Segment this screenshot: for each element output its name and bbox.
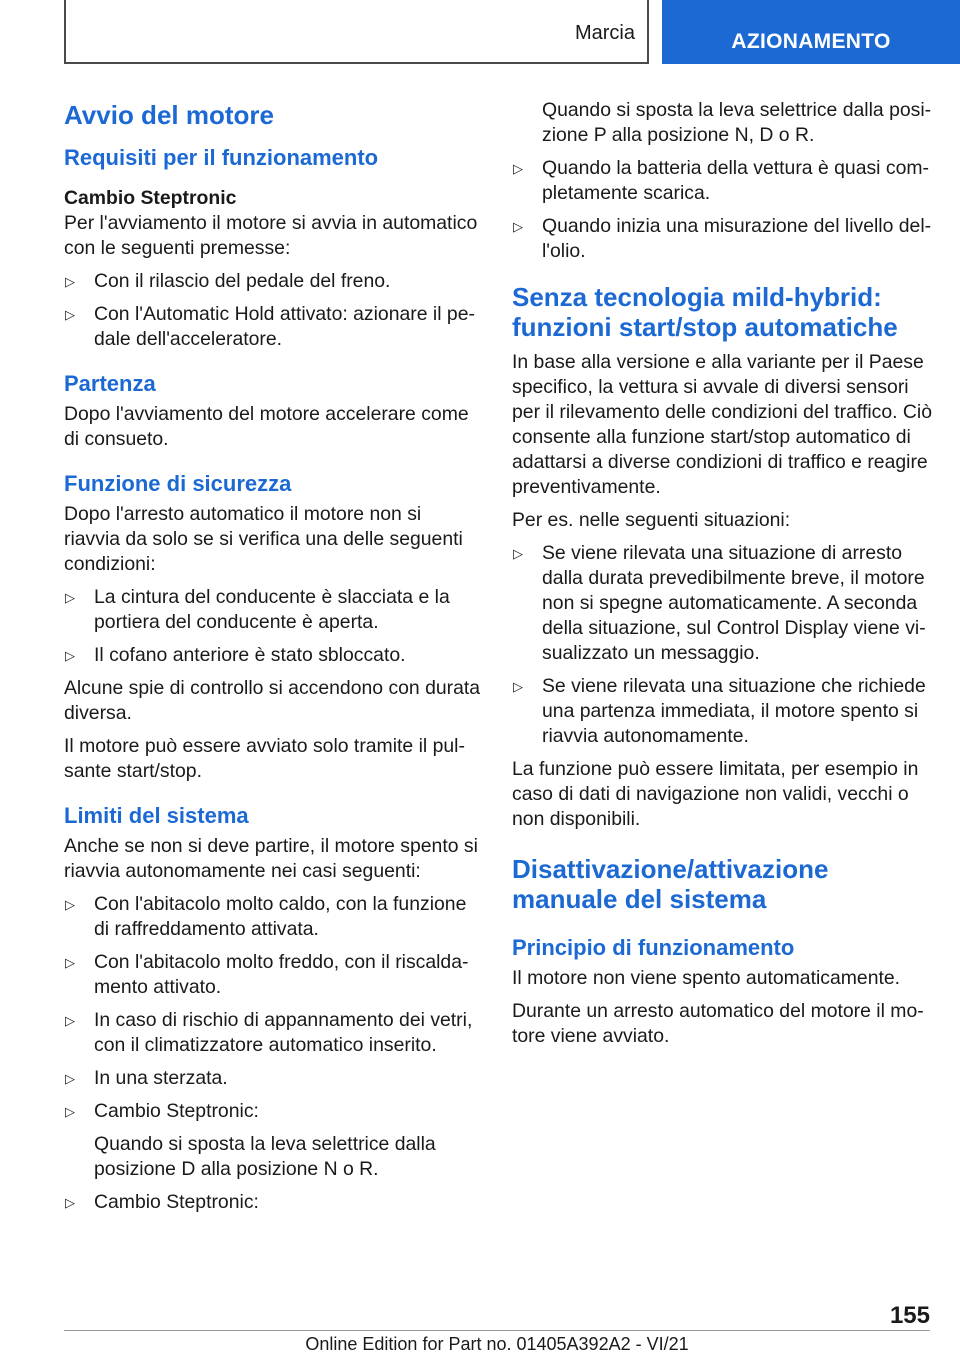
paragraph: Per es. nelle seguenti situazioni: bbox=[512, 509, 791, 531]
list-item: ▷ Il cofano anteriore è stato sbloccato. bbox=[65, 644, 406, 666]
bullet-triangle-icon: ▷ bbox=[65, 590, 75, 605]
list-item: ▷ La cintura del conducente è slacciata e la portiera del conducente è aperta. bbox=[65, 586, 450, 633]
sub-paragraph: Quando si sposta la leva selettrice dalla posizione P alla posizione N, D o R. bbox=[542, 99, 932, 146]
paragraph: Dopo l'arresto automatico il motore non si riavvia da solo se si verifica una delle seguenti condizioni: bbox=[64, 503, 463, 575]
list-item: ▷ Con l'abitacolo molto freddo, con il riscaldamento attivato. bbox=[65, 951, 469, 998]
list-item: ▷ Con il rilascio del pedale del freno. bbox=[65, 270, 391, 292]
bullet-triangle-icon: ▷ bbox=[65, 648, 75, 663]
paragraph: Per l'avviamento il motore si avvia in automatico con le seguenti premesse: bbox=[64, 212, 478, 259]
header-section-title: Marcia bbox=[574, 22, 635, 44]
bullet-triangle-icon: ▷ bbox=[65, 897, 75, 912]
bullet-list bbox=[64, 585, 482, 668]
bullet-list bbox=[512, 156, 932, 264]
list-item: ▷ Con l'abitacolo molto caldo, con la funzione di raffreddamento attivata. bbox=[65, 893, 467, 940]
section-heading-sicurezza: Funzione di sicurezza bbox=[64, 471, 292, 496]
section-heading-manuale: Disattivazione/attivazione manuale del sistema bbox=[512, 854, 829, 914]
bullet-triangle-icon: ▷ bbox=[513, 219, 523, 234]
list-item: ▷ Se viene rilevata una situazione di arresto dalla durata prevedibilmente breve, il motore non si spegne automaticamente. A seconda della situazione, sul Control Display viene visualizzato un messaggio. bbox=[513, 542, 926, 664]
bullet-triangle-icon: ▷ bbox=[65, 955, 75, 970]
list-item: ▷ Cambio Steptronic: bbox=[65, 1100, 259, 1122]
list-item: ▷ In una sterzata. bbox=[65, 1067, 228, 1089]
subheading-principio: Principio di funzionamento bbox=[512, 935, 795, 960]
list-item: ▷ Se viene rilevata una situazione che richiede una partenza immediata, il motore spento si riavvia autonomamente. bbox=[513, 675, 926, 747]
bullet-triangle-icon: ▷ bbox=[513, 679, 523, 694]
bullet-list bbox=[64, 892, 482, 1124]
right-column bbox=[512, 98, 932, 1057]
footer-divider bbox=[64, 1330, 930, 1331]
bullet-triangle-icon: ▷ bbox=[65, 307, 75, 322]
list-item: ▷ Quando inizia una misurazione del livello dell'olio. bbox=[513, 215, 932, 262]
section-heading-requisiti: Requisiti per il funzionamento bbox=[64, 145, 379, 170]
paragraph: Dopo l'avviamento del motore accelerare come di consueto. bbox=[64, 403, 469, 450]
bullet-triangle-icon: ▷ bbox=[65, 1013, 75, 1028]
paragraph: Il motore non viene spento automaticamente. bbox=[512, 967, 901, 989]
list-item: ▷ Quando la batteria della vettura è quasi completamente scarica. bbox=[513, 157, 929, 204]
page-number: 155 bbox=[889, 1302, 930, 1329]
paragraph: Anche se non si deve partire, il motore spento si riavvia autonomamente nei casi seguenti: bbox=[64, 835, 478, 882]
paragraph: In base alla versione e alla variante per il Paese specifico, la vettura si avvale di diversi sensori per il rilevamento delle condizioni del traffico. Ciò consente alla funzione start/stop automatico di adattarsi a diverse condizioni di traffico e reagire preventivamente. bbox=[512, 351, 932, 498]
bullet-triangle-icon: ▷ bbox=[513, 161, 523, 176]
bullet-triangle-icon: ▷ bbox=[65, 274, 75, 289]
list-item: ▷ Cambio Steptronic: bbox=[65, 1191, 259, 1213]
bullet-list bbox=[64, 269, 482, 352]
bullet-triangle-icon: ▷ bbox=[65, 1104, 75, 1119]
bullet-triangle-icon: ▷ bbox=[65, 1071, 75, 1086]
bullet-triangle-icon: ▷ bbox=[513, 546, 523, 561]
list-item: ▷ Con l'Automatic Hold attivato: azionare il pedale dell'acceleratore. bbox=[65, 303, 475, 350]
paragraph: La funzione può essere limitata, per esempio in caso di dati di navigazione non validi, vecchi o non disponibili. bbox=[512, 758, 919, 830]
bullet-triangle-icon: ▷ bbox=[65, 1195, 75, 1210]
subheading-steptronic: Cambio Steptronic bbox=[64, 187, 237, 209]
section-heading-limiti: Limiti del sistema bbox=[64, 803, 249, 828]
footer-edition: Online Edition for Part no. 01405A392A2 - VI/21 bbox=[305, 1334, 689, 1354]
sub-paragraph: Quando si sposta la leva selettrice dalla posizione D alla posizione N o R. bbox=[94, 1133, 436, 1180]
section-heading-partenza: Partenza bbox=[64, 371, 156, 396]
left-column bbox=[64, 100, 482, 1223]
bullet-list bbox=[64, 1190, 482, 1215]
chapter-tab[interactable]: AZIONAMENTO bbox=[662, 0, 960, 64]
paragraph: Alcune spie di controllo si accendono con durata diversa. bbox=[64, 677, 481, 724]
bullet-list bbox=[512, 541, 932, 749]
section-heading-mild-hybrid: Senza tecnologia mild-hybrid: funzioni start/stop automatiche bbox=[512, 282, 898, 342]
paragraph: Il motore può essere avviato solo tramite il pulsante start/stop. bbox=[64, 735, 465, 782]
page-title: Avvio del motore bbox=[64, 100, 274, 130]
paragraph: Durante un arresto automatico del motore il motore viene avviato. bbox=[512, 1000, 924, 1047]
list-item: ▷ In caso di rischio di appannamento dei vetri, con il climatizzatore automatico inserito. bbox=[65, 1009, 473, 1056]
